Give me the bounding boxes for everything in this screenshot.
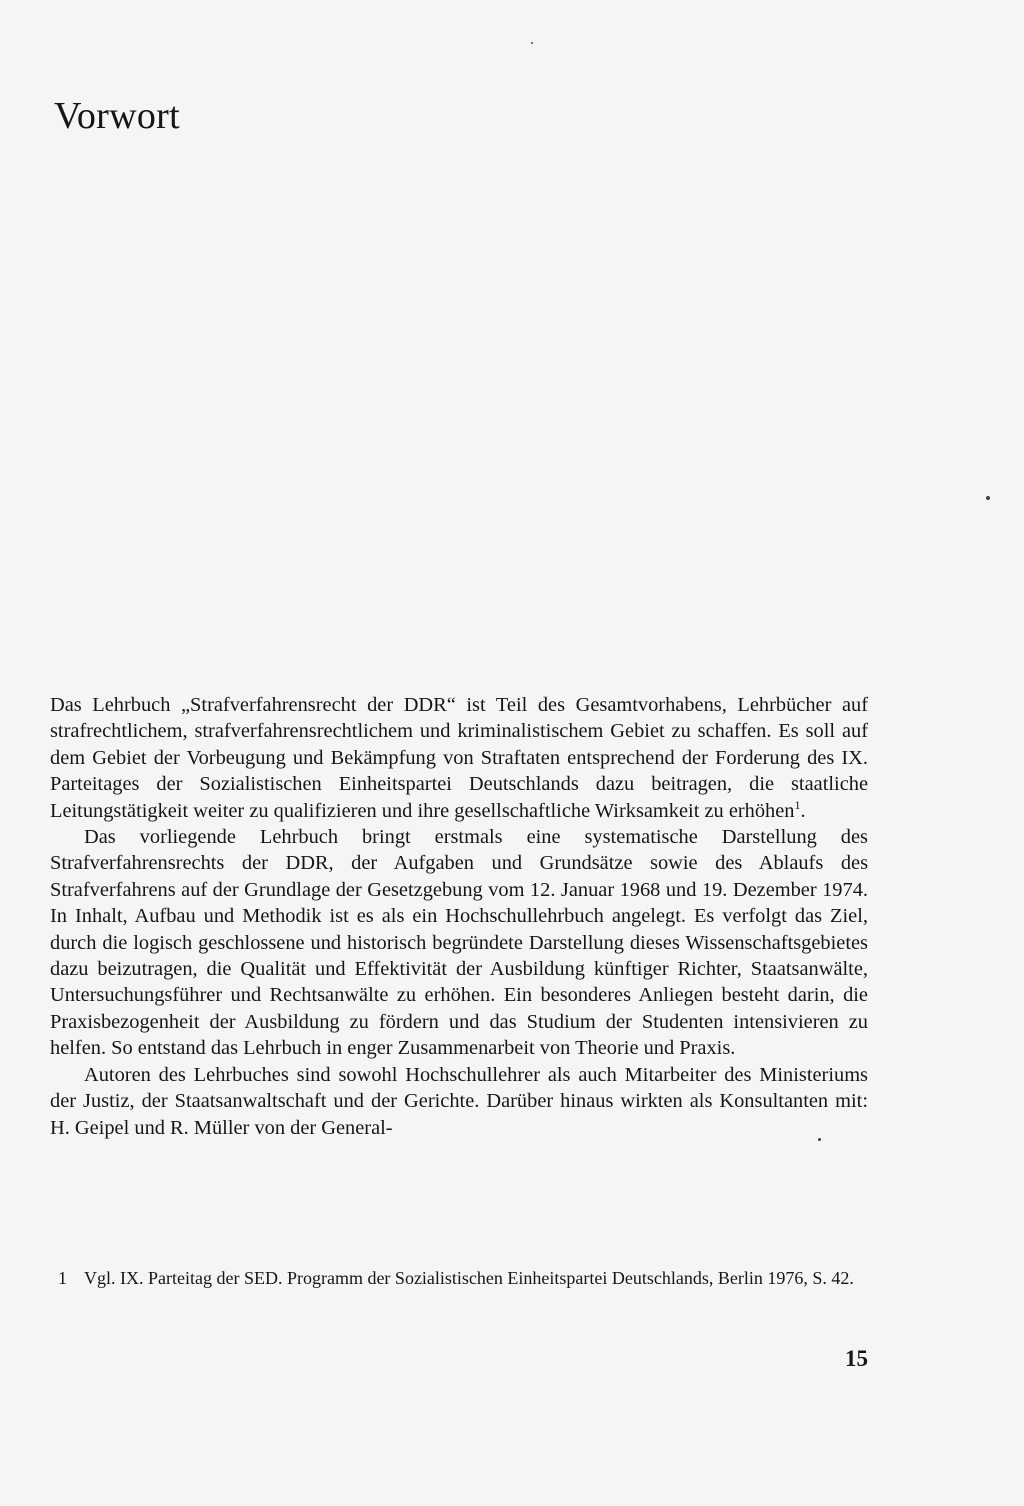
paragraph-2: Das vorliegende Lehrbuch bringt erstmals eine systematische Darstellung des Strafverfahrensrechts der DDR, der Aufgaben und Grundsätze sowie des Ablaufs des Strafverfahrens auf der Grundlage der Gesetzgebung vom 12. Januar 1968 und 19. Dezember 1974. In Inhalt, Aufbau und Methodik ist es als ein Hochschullehrbuch angelegt. Es verfolgt das Ziel, durch die logisch geschlossene und historisch begründete Darstellung dieses Wissenschaftsgebietes dazu beizutragen, die Qualität und Effektivität der Ausbildung künftiger Richter, Staatsanwälte, Untersuchungsführer und Rechtsanwälte zu erhöhen. Ein besonderes Anliegen besteht darin, die Praxisbezogenheit der Ausbildung zu fördern und das Studium der Studenten intensivieren zu helfen. So entstand das Lehrbuch in enger Zusammenarbeit von Theorie und Praxis. xyxy=(50,826,868,1060)
page-title: Vorwort xyxy=(54,95,180,137)
page-number: 15 xyxy=(845,1346,868,1371)
scan-speck xyxy=(818,1138,821,1141)
footnote-reference: 1 xyxy=(794,797,801,812)
paragraph-1-text: Das Lehrbuch „Strafverfahrensrecht der DDR“ ist Teil des Gesamtvorhabens, Lehrbücher auf strafrechtlichem, strafverfahrensrechtlichem und kriminalistischem Gebiet zu schaffen. Es soll auf dem Gebiet der Vorbeugung und Bekämpfung von Straftaten entsprechend der Forderung des IX. Parteitages der Sozialistischen Einheitspartei Deutschlands dazu beitragen, die staatliche Leitungstätigkeit weiter zu qualifizieren und ihre gesellschaftliche Wirksamkeit zu erhöhen xyxy=(50,694,868,822)
footnote xyxy=(58,1267,866,1289)
scan-speck xyxy=(531,42,533,44)
paragraph-3: Autoren des Lehrbuches sind sowohl Hochschullehrer als auch Mitarbeiter des Ministeriums der Justiz, der Staatsanwaltschaft und der Gerichte. Darüber hinaus wirkten als Konsultanten mit: H. Geipel und R. Müller von der General- xyxy=(50,1063,868,1139)
footnote-number: 1 xyxy=(58,1268,67,1288)
footnote-text: Vgl. IX. Parteitag der SED. Programm der Sozialistischen Einheitspartei Deutschlands, Berlin 1976, S. 42. xyxy=(84,1268,854,1288)
paragraph-1-end: . xyxy=(800,799,806,822)
scan-speck xyxy=(986,496,990,500)
body-text xyxy=(50,692,868,1141)
paragraph-1 xyxy=(50,692,868,824)
